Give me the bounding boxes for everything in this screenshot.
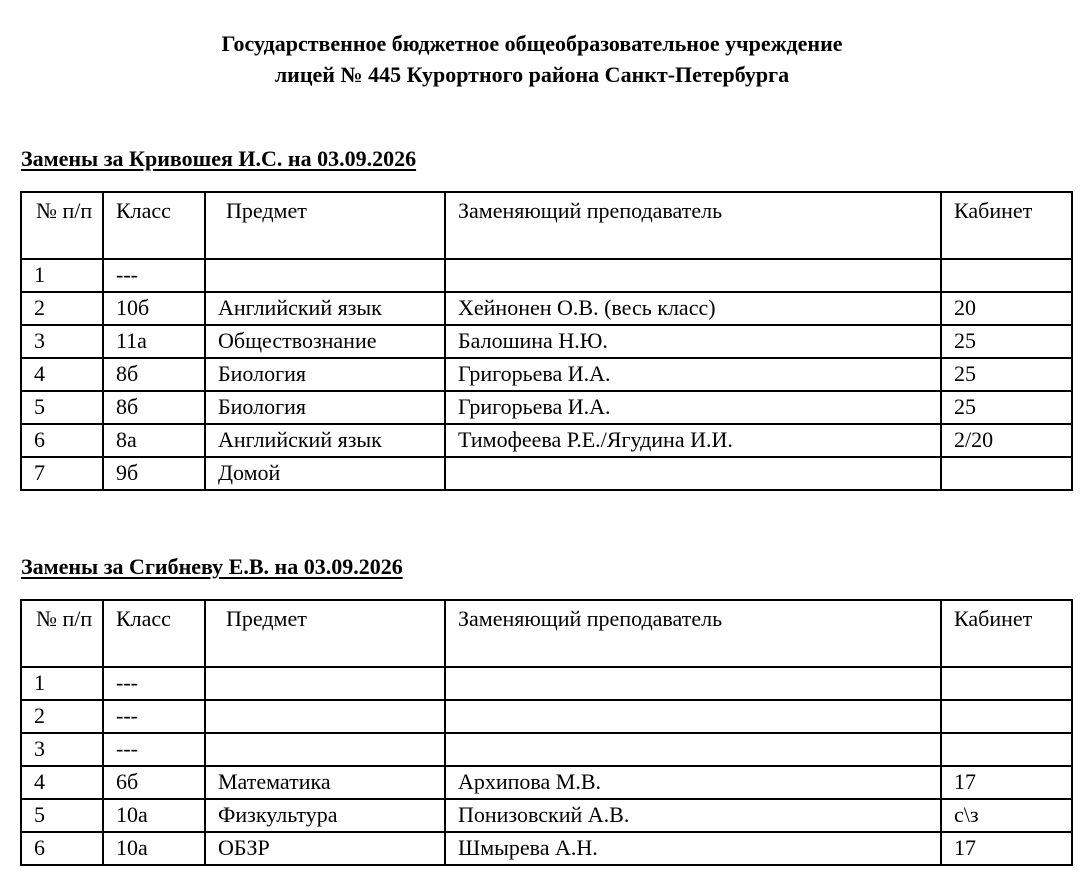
cell-room <box>941 667 1072 700</box>
cell-teacher: Архипова М.В. <box>445 766 941 799</box>
cell-no: 3 <box>21 325 103 358</box>
col-header-room: Кабинет <box>941 192 1072 259</box>
cell-teacher: Тимофеева Р.Е./Ягудина И.И. <box>445 424 941 457</box>
substitutions-table-1 <box>20 191 1073 491</box>
cell-class: 8б <box>103 358 205 391</box>
cell-subject: Обществознание <box>205 325 445 358</box>
cell-subject: Биология <box>205 358 445 391</box>
cell-room <box>941 733 1072 766</box>
cell-subject: Математика <box>205 766 445 799</box>
col-header-subject: Предмет <box>205 600 445 667</box>
cell-class: 9б <box>103 457 205 490</box>
cell-teacher: Балошина Н.Ю. <box>445 325 941 358</box>
cell-no: 2 <box>21 292 103 325</box>
cell-subject <box>205 667 445 700</box>
cell-room: 25 <box>941 325 1072 358</box>
cell-no: 6 <box>21 832 103 865</box>
cell-class: 6б <box>103 766 205 799</box>
cell-room: с\з <box>941 799 1072 832</box>
school-name-line-2: лицей № 445 Курортного района Санкт-Петербурга <box>274 62 790 87</box>
cell-room: 2/20 <box>941 424 1072 457</box>
table-row <box>21 325 1072 358</box>
cell-room <box>941 259 1072 292</box>
cell-subject: Домой <box>205 457 445 490</box>
col-header-no: № п/п <box>21 192 103 259</box>
cell-no: 5 <box>21 799 103 832</box>
table-row <box>21 832 1072 865</box>
cell-subject <box>205 700 445 733</box>
cell-class: --- <box>103 667 205 700</box>
table-row <box>21 292 1072 325</box>
table-row <box>21 799 1072 832</box>
cell-subject: Биология <box>205 391 445 424</box>
cell-teacher <box>445 700 941 733</box>
section-title-1: Замены за Кривошея И.С. на 03.09.2026 <box>21 146 417 171</box>
cell-teacher: Понизовский А.В. <box>445 799 941 832</box>
col-header-no: № п/п <box>21 600 103 667</box>
col-header-class: Класс <box>103 600 205 667</box>
cell-class: --- <box>103 700 205 733</box>
cell-teacher: Григорьева И.А. <box>445 358 941 391</box>
table-header-row <box>21 192 1072 259</box>
cell-room: 17 <box>941 766 1072 799</box>
cell-room: 17 <box>941 832 1072 865</box>
cell-class: 8б <box>103 391 205 424</box>
substitutions-table-2 <box>20 599 1073 866</box>
cell-class: --- <box>103 259 205 292</box>
cell-subject: Физкультура <box>205 799 445 832</box>
table-header-row <box>21 600 1072 667</box>
cell-no: 7 <box>21 457 103 490</box>
table-row <box>21 424 1072 457</box>
school-header <box>0 28 1064 90</box>
cell-teacher <box>445 457 941 490</box>
cell-class: --- <box>103 733 205 766</box>
table-row <box>21 733 1072 766</box>
col-header-subject: Предмет <box>205 192 445 259</box>
cell-no: 4 <box>21 766 103 799</box>
cell-teacher <box>445 667 941 700</box>
cell-teacher: Шмырева А.Н. <box>445 832 941 865</box>
cell-room: 25 <box>941 358 1072 391</box>
table-row <box>21 358 1072 391</box>
cell-teacher <box>445 733 941 766</box>
cell-teacher: Григорьева И.А. <box>445 391 941 424</box>
table-row <box>21 391 1072 424</box>
col-header-class: Класс <box>103 192 205 259</box>
cell-subject <box>205 259 445 292</box>
cell-no: 6 <box>21 424 103 457</box>
section-title-2: Замены за Сгибневу Е.В. на 03.09.2026 <box>21 554 403 579</box>
cell-room: 25 <box>941 391 1072 424</box>
table-row <box>21 457 1072 490</box>
cell-no: 3 <box>21 733 103 766</box>
cell-room <box>941 700 1072 733</box>
school-name-line-1: Государственное бюджетное общеобразовательное учреждение <box>221 31 843 56</box>
cell-subject: ОБЗР <box>205 832 445 865</box>
cell-no: 5 <box>21 391 103 424</box>
cell-teacher: Хейнонен О.В. (весь класс) <box>445 292 941 325</box>
cell-subject: Английский язык <box>205 292 445 325</box>
cell-room: 20 <box>941 292 1072 325</box>
cell-class: 10а <box>103 799 205 832</box>
cell-teacher <box>445 259 941 292</box>
cell-room <box>941 457 1072 490</box>
cell-no: 2 <box>21 700 103 733</box>
cell-no: 1 <box>21 259 103 292</box>
cell-no: 4 <box>21 358 103 391</box>
table-row <box>21 766 1072 799</box>
cell-class: 10а <box>103 832 205 865</box>
col-header-teacher: Заменяющий преподаватель <box>445 192 941 259</box>
table-row <box>21 259 1072 292</box>
cell-subject: Английский язык <box>205 424 445 457</box>
cell-class: 11а <box>103 325 205 358</box>
cell-class: 10б <box>103 292 205 325</box>
cell-class: 8а <box>103 424 205 457</box>
table-row <box>21 667 1072 700</box>
cell-subject <box>205 733 445 766</box>
col-header-teacher: Заменяющий преподаватель <box>445 600 941 667</box>
cell-no: 1 <box>21 667 103 700</box>
col-header-room: Кабинет <box>941 600 1072 667</box>
table-row <box>21 700 1072 733</box>
